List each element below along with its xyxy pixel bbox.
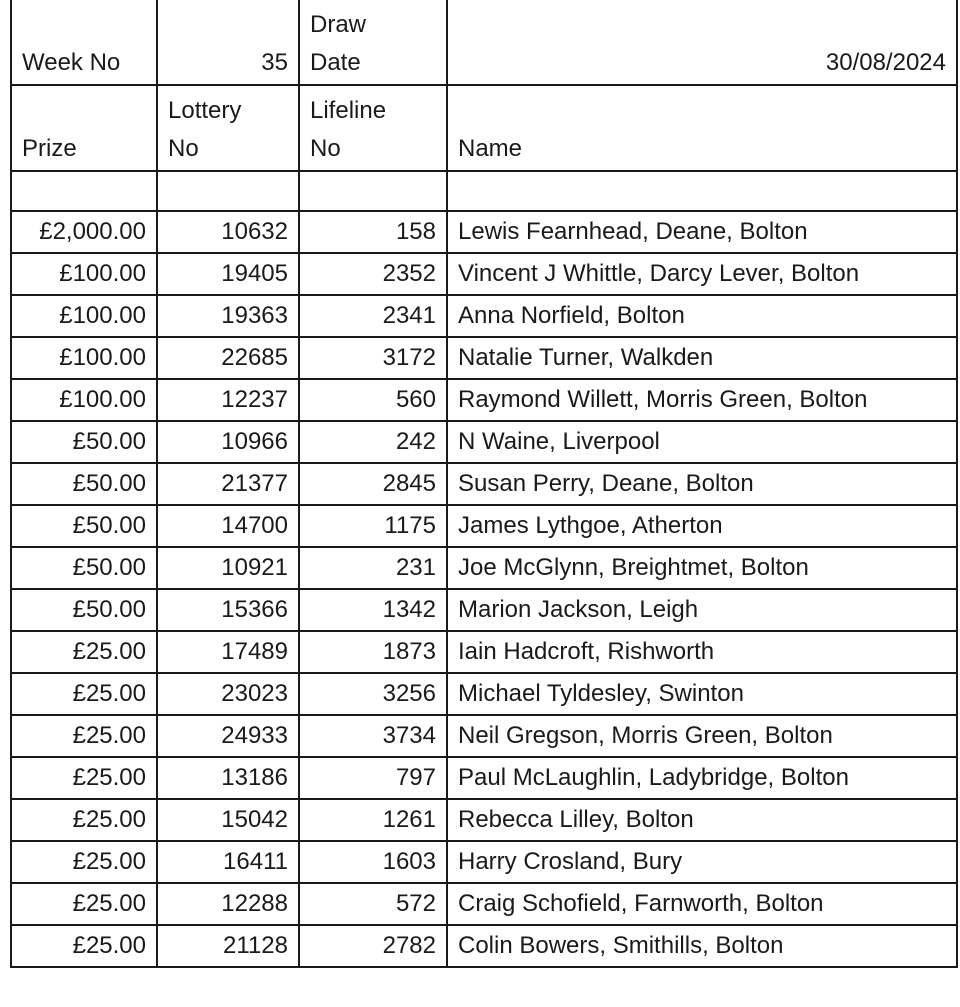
- lottery-header-line1: Lottery: [168, 97, 242, 124]
- lifeline-number-cell: 2782: [299, 925, 447, 967]
- prize-cell: £50.00: [11, 547, 157, 589]
- prize-cell: £100.00: [11, 253, 157, 295]
- table-row: [11, 631, 957, 673]
- draw-date-label-line1: Draw: [310, 11, 367, 38]
- lifeline-header-line1: Lifeline: [310, 97, 387, 124]
- winner-name-cell: Paul McLaughlin, Ladybridge, Bolton: [447, 757, 957, 799]
- table-row: [11, 883, 957, 925]
- winner-name-cell: Susan Perry, Deane, Bolton: [447, 463, 957, 505]
- winner-name-cell: Vincent J Whittle, Darcy Lever, Bolton: [447, 253, 957, 295]
- winner-name-cell: Craig Schofield, Farnworth, Bolton: [447, 883, 957, 925]
- column-header-row: [11, 85, 957, 171]
- winner-name-cell: Marion Jackson, Leigh: [447, 589, 957, 631]
- winner-name-cell: Colin Bowers, Smithills, Bolton: [447, 925, 957, 967]
- lottery-number-cell: 17489: [157, 631, 299, 673]
- table-row: [11, 715, 957, 757]
- lifeline-number-cell: 2845: [299, 463, 447, 505]
- header-info-row: [11, 0, 957, 85]
- prize-cell: £100.00: [11, 295, 157, 337]
- lottery-number-cell: 14700: [157, 505, 299, 547]
- lifeline-number-cell: 1873: [299, 631, 447, 673]
- prize-cell: £50.00: [11, 421, 157, 463]
- prize-cell: £25.00: [11, 631, 157, 673]
- winner-name-cell: Anna Norfield, Bolton: [447, 295, 957, 337]
- prize-cell: £25.00: [11, 715, 157, 757]
- lifeline-number-cell: 3172: [299, 337, 447, 379]
- winner-name-cell: Harry Crosland, Bury: [447, 841, 957, 883]
- winner-name-cell: Raymond Willett, Morris Green, Bolton: [447, 379, 957, 421]
- draw-date-label-line2: Date: [310, 49, 361, 76]
- table-row: [11, 295, 957, 337]
- results-table: [10, 0, 958, 968]
- week-value: 35: [157, 0, 299, 85]
- blank-cell: [299, 171, 447, 211]
- winner-name-cell: N Waine, Liverpool: [447, 421, 957, 463]
- lottery-number-cell: 24933: [157, 715, 299, 757]
- lifeline-number-cell: 560: [299, 379, 447, 421]
- table-row: [11, 211, 957, 253]
- winner-name-cell: Joe McGlynn, Breightmet, Bolton: [447, 547, 957, 589]
- lifeline-number-cell: 2352: [299, 253, 447, 295]
- prize-cell: £25.00: [11, 673, 157, 715]
- prize-cell: £25.00: [11, 799, 157, 841]
- table-row: [11, 799, 957, 841]
- lottery-column-header: [157, 85, 299, 171]
- lifeline-number-cell: 1261: [299, 799, 447, 841]
- prize-column-header: Prize: [11, 85, 157, 171]
- lifeline-number-cell: 797: [299, 757, 447, 799]
- lifeline-number-cell: 231: [299, 547, 447, 589]
- lottery-number-cell: 19405: [157, 253, 299, 295]
- prize-cell: £25.00: [11, 883, 157, 925]
- winner-name-cell: Neil Gregson, Morris Green, Bolton: [447, 715, 957, 757]
- lifeline-number-cell: 242: [299, 421, 447, 463]
- prize-cell: £100.00: [11, 379, 157, 421]
- prize-cell: £50.00: [11, 589, 157, 631]
- lifeline-number-cell: 1342: [299, 589, 447, 631]
- lottery-number-cell: 23023: [157, 673, 299, 715]
- lifeline-number-cell: 1603: [299, 841, 447, 883]
- lifeline-number-cell: 2341: [299, 295, 447, 337]
- lottery-number-cell: 10632: [157, 211, 299, 253]
- prize-cell: £100.00: [11, 337, 157, 379]
- blank-cell: [157, 171, 299, 211]
- lottery-number-cell: 10921: [157, 547, 299, 589]
- prize-cell: £25.00: [11, 757, 157, 799]
- winner-name-cell: Rebecca Lilley, Bolton: [447, 799, 957, 841]
- lottery-header-line2: No: [168, 135, 199, 162]
- winner-name-cell: Lewis Fearnhead, Deane, Bolton: [447, 211, 957, 253]
- lottery-number-cell: 15366: [157, 589, 299, 631]
- draw-date-label: [299, 0, 447, 85]
- lottery-number-cell: 21128: [157, 925, 299, 967]
- table-row: [11, 673, 957, 715]
- lottery-number-cell: 13186: [157, 757, 299, 799]
- blank-cell: [11, 171, 157, 211]
- table-row: [11, 337, 957, 379]
- table-row: [11, 505, 957, 547]
- table-row: [11, 463, 957, 505]
- lifeline-number-cell: 1175: [299, 505, 447, 547]
- name-column-header: Name: [447, 85, 957, 171]
- lifeline-number-cell: 3256: [299, 673, 447, 715]
- table-row: [11, 253, 957, 295]
- winner-name-cell: Michael Tyldesley, Swinton: [447, 673, 957, 715]
- table-row: [11, 589, 957, 631]
- draw-date-value: 30/08/2024: [447, 0, 957, 85]
- table-row: [11, 421, 957, 463]
- prize-cell: £2,000.00: [11, 211, 157, 253]
- lottery-number-cell: 19363: [157, 295, 299, 337]
- prize-cell: £25.00: [11, 841, 157, 883]
- winner-name-cell: Iain Hadcroft, Rishworth: [447, 631, 957, 673]
- table-row: [11, 757, 957, 799]
- table-row: [11, 379, 957, 421]
- prize-cell: £50.00: [11, 505, 157, 547]
- lifeline-number-cell: 572: [299, 883, 447, 925]
- lifeline-number-cell: 3734: [299, 715, 447, 757]
- blank-cell: [447, 171, 957, 211]
- lifeline-number-cell: 158: [299, 211, 447, 253]
- winner-name-cell: Natalie Turner, Walkden: [447, 337, 957, 379]
- week-label: Week No: [11, 0, 157, 85]
- lottery-number-cell: 15042: [157, 799, 299, 841]
- prize-cell: £50.00: [11, 463, 157, 505]
- blank-row: [11, 171, 957, 211]
- lottery-number-cell: 21377: [157, 463, 299, 505]
- lifeline-header-line2: No: [310, 135, 341, 162]
- prize-cell: £25.00: [11, 925, 157, 967]
- lottery-number-cell: 22685: [157, 337, 299, 379]
- lottery-number-cell: 12237: [157, 379, 299, 421]
- lottery-number-cell: 10966: [157, 421, 299, 463]
- table-row: [11, 841, 957, 883]
- winner-name-cell: James Lythgoe, Atherton: [447, 505, 957, 547]
- lottery-number-cell: 12288: [157, 883, 299, 925]
- table-row: [11, 925, 957, 967]
- table-row: [11, 547, 957, 589]
- lottery-number-cell: 16411: [157, 841, 299, 883]
- lifeline-column-header: [299, 85, 447, 171]
